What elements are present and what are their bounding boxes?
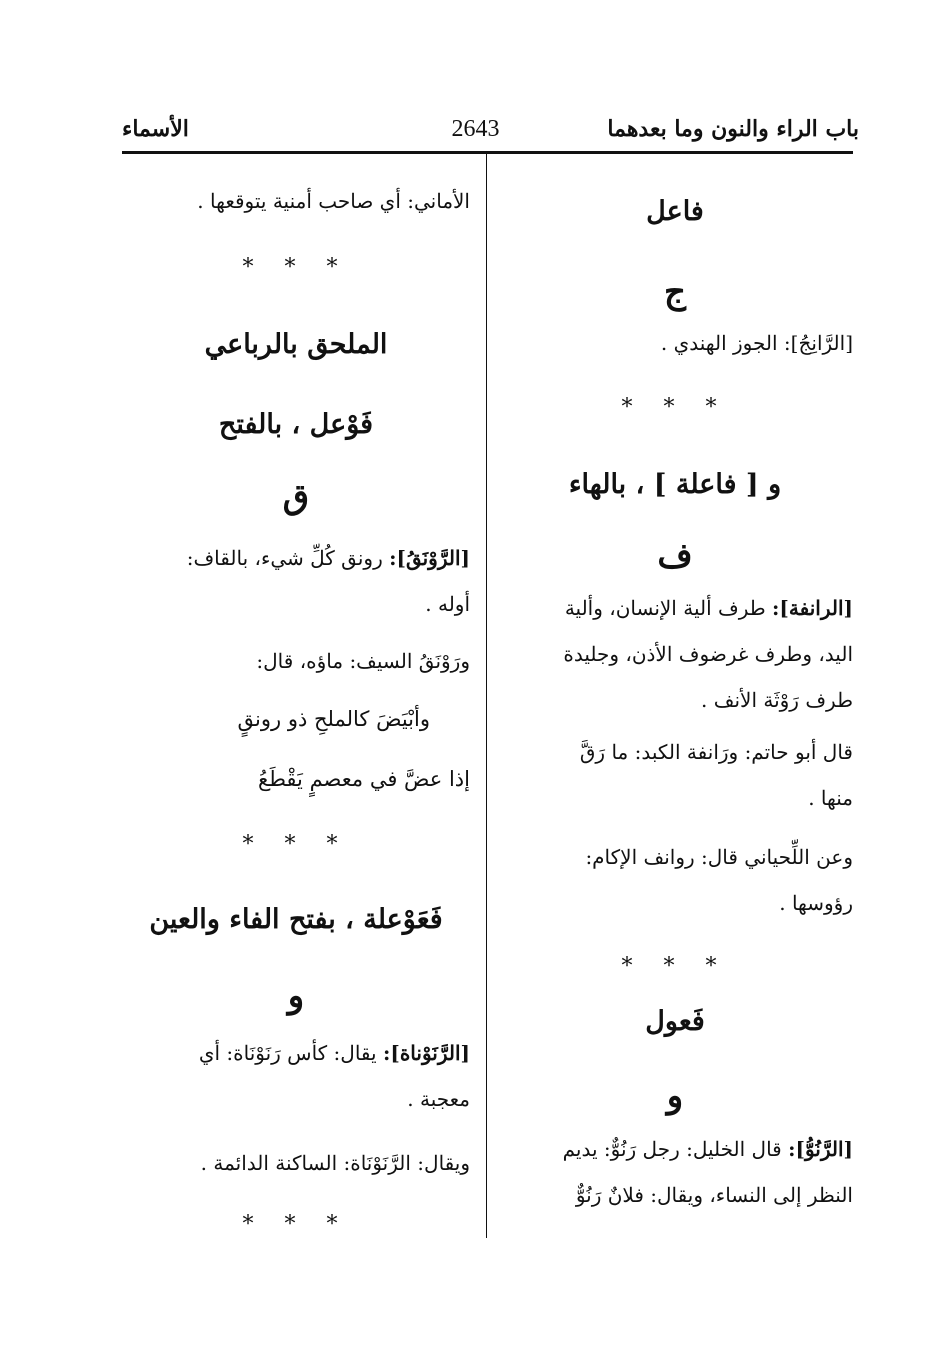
- section-separator: * * *: [621, 954, 729, 979]
- header-rule: [122, 151, 853, 154]
- entry-line: منها .: [808, 786, 853, 810]
- section-separator: * * *: [242, 255, 350, 280]
- root-letter: ف: [657, 536, 693, 576]
- entry-line: [497, 585, 853, 631]
- entry-headword: [الرَّوْنَقُ]:: [389, 546, 470, 570]
- running-header-section: الأسماء: [122, 116, 189, 142]
- poetry-verse: وأبْيَضَ كالملحِ ذو رونقٍ: [237, 707, 430, 731]
- entry-line: [122, 1030, 470, 1076]
- entry-line: رؤوسها .: [779, 891, 853, 915]
- entry-line: النظر إلى النساء، ويقال: فلانٌ رَنُوٌّ: [575, 1183, 853, 1207]
- entry-text: قال الخليل: رجل رَنُوٌّ: يديم: [562, 1137, 789, 1161]
- dictionary-entry: [497, 585, 853, 723]
- root-letter: ق: [282, 477, 310, 517]
- poetry-verse: إذا عضَّ في معصمٍ يَقْطَعُ: [258, 767, 470, 791]
- dictionary-entry: [497, 729, 853, 821]
- section-separator: * * *: [242, 832, 350, 857]
- entry-headword: [الرانفة]:: [772, 596, 853, 620]
- entry-line: [497, 1126, 853, 1172]
- dictionary-entry: [497, 1126, 853, 1218]
- root-letter: ج: [664, 272, 686, 312]
- entry-line: أوله .: [425, 592, 470, 616]
- dictionary-entry: الأماني: أي صاحب أمنية يتوقعها .: [197, 189, 470, 213]
- dictionary-entry: [الرَّانِجُ]: الجوز الهندي .: [660, 331, 853, 355]
- dictionary-entry: [497, 834, 853, 926]
- root-letter: و: [287, 976, 305, 1016]
- pattern-heading: و [ فاعلة ] ، بالهاء: [568, 469, 782, 500]
- entry-line: طرف رَوْثَة الأنف .: [701, 688, 853, 712]
- entry-headword: [الرَّنُوُّ]:: [788, 1137, 853, 1161]
- entry-text: يقال: كأس رَنَوْنَاة: أي: [198, 1041, 383, 1065]
- entry-line: اليد، وطرف غرضوف الأذن، وجليدة: [563, 642, 853, 666]
- dictionary-entry: [122, 1030, 470, 1122]
- entry-line: وعن اللِّحياني قال: روانف الإكام:: [585, 845, 853, 869]
- entry-text: طرف ألية الإنسان، وألية: [564, 596, 773, 620]
- pattern-heading: الملحق بالرباعي: [204, 329, 388, 360]
- pattern-heading: فَعَوْعلة ، بفتح الفاء والعين: [149, 904, 443, 935]
- column-divider: [486, 152, 487, 1238]
- section-separator: * * *: [621, 395, 729, 420]
- section-separator: * * *: [242, 1212, 350, 1237]
- entry-line: قال أبو حاتم: ورَانفة الكبد: ما رَقَّ: [579, 740, 853, 764]
- pattern-heading: فَعول: [645, 1006, 705, 1037]
- dictionary-entry: ورَوْنَقُ السيف: ماؤه، قال:: [256, 649, 470, 673]
- pattern-heading: فاعل: [646, 196, 704, 227]
- entry-line: [122, 535, 470, 581]
- dictionary-entry: [122, 535, 470, 627]
- entry-line: معجبة .: [407, 1087, 470, 1111]
- running-header-chapter: باب الراء والنون وما بعدهما: [607, 116, 859, 142]
- pattern-heading: فَوْعل ، بالفتح: [218, 409, 374, 440]
- dictionary-entry: ويقال: الرَّنَوْنَاة: الساكنة الدائمة .: [200, 1151, 470, 1175]
- page-number: 2643: [451, 116, 500, 142]
- root-letter: و: [666, 1076, 684, 1116]
- entry-text: رونق كُلِّ شيء، بالقاف:: [186, 546, 390, 570]
- entry-headword: [الرَّنَوْناة]:: [382, 1041, 470, 1065]
